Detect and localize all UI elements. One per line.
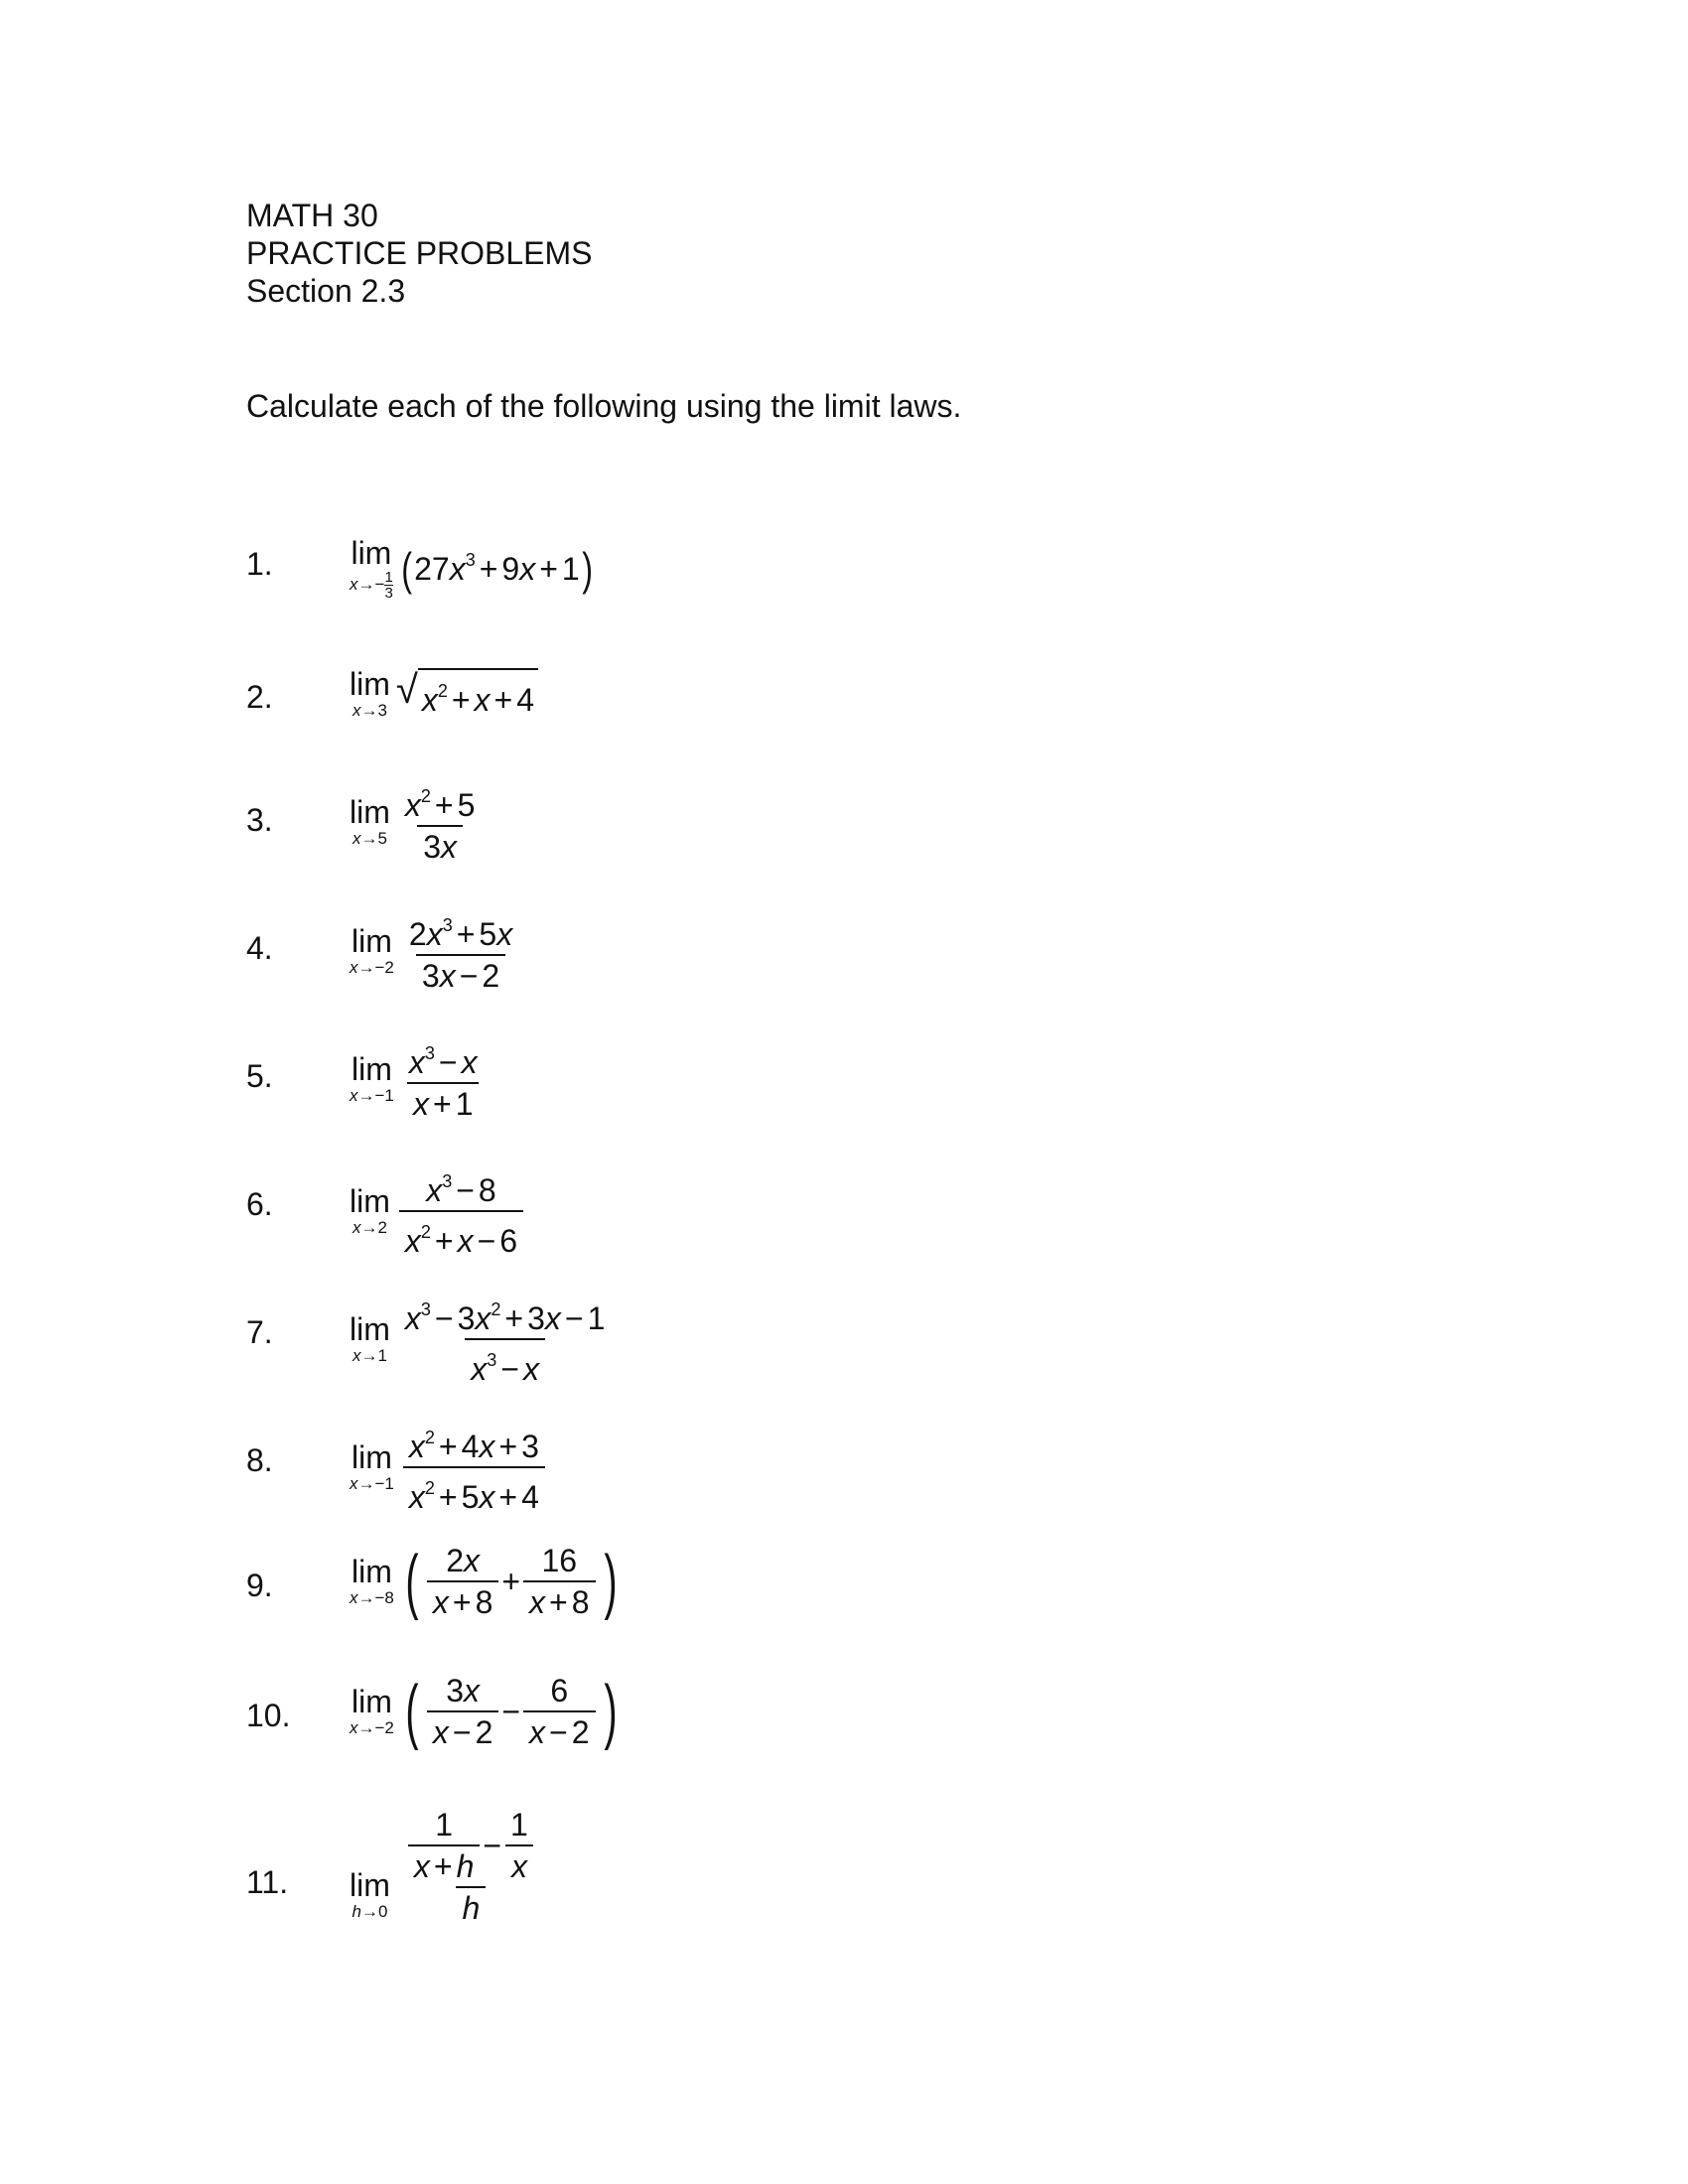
limit-operator: lim x→2 <box>350 1183 390 1237</box>
problem-number: 4. <box>246 930 273 966</box>
problem-2-expression <box>350 667 538 721</box>
course-title: MATH 30 <box>246 198 378 233</box>
problem-number: 6. <box>246 1186 273 1222</box>
problem-8-expression: lim x→−1 $\frac{x^2 + 4x + 3}{x^2 + 5x + 4}$ <box>350 1418 548 1517</box>
problem-number: 7. <box>246 1314 273 1350</box>
problem-7-expression: lim x→1 $\frac{x^3 - 3x^2 + 3x - 1}{x^3 - x}$ <box>350 1299 606 1387</box>
limit-operator: lim x→− $\frac{1}{3}$ <box>350 535 393 602</box>
limit-operator: lim x→5 <box>350 793 390 848</box>
problem-number: 1. <box>246 546 273 582</box>
limit-operator: lim x→3 <box>350 666 390 720</box>
limit-operator: lim x→−8 <box>350 1554 394 1607</box>
limit-operator: lim h→0 <box>350 1867 390 1921</box>
problem-11-expression: lim h→0 $\frac{1}{x + h}$ − $\frac{1}{x}$ h <box>350 1805 546 1928</box>
limit-operator: lim x→−1 <box>350 1439 394 1493</box>
problem-number: 11. <box>246 1864 289 1900</box>
problem-number: 8. <box>246 1442 273 1478</box>
problem-10-expression: lim x→−2 ( $\frac{3x}{x - 2}$ − $\frac{6}{x - 2}$ ) <box>350 1672 618 1751</box>
problem-number: 5. <box>246 1058 273 1094</box>
square-root: √ $x^2 + x + 4$ <box>396 668 538 721</box>
limit-operator: lim x→−2 <box>350 1684 394 1737</box>
problem-number: 2. <box>246 679 273 715</box>
problem-1-expression: lim x→− $\frac{1}{3}$ ( $27x^3 + 9x + 1$ ) <box>350 535 593 602</box>
problem-9-expression: lim x→−8 ( $\frac{2x}{x + 8}$ + $\frac{16}{x + 8}$ ) <box>350 1542 618 1621</box>
document-title: PRACTICE PROBLEMS <box>246 235 593 271</box>
problem-5-expression: lim x→−1 $\frac{x^3 - x}{x + 1}$ <box>350 1043 478 1122</box>
problem-3-expression: lim x→5 $\frac{x^2 + 5}{3x}$ <box>350 786 476 865</box>
limit-operator: lim x→1 <box>350 1311 390 1365</box>
problem-number: 10. <box>246 1698 291 1733</box>
limit-operator: lim x→−1 <box>350 1050 394 1105</box>
instructions: Calculate each of the following using the limit laws. <box>246 388 962 424</box>
limit-operator: lim x→−2 <box>350 922 394 977</box>
problem-6-expression: lim x→2 $\frac{x^3 - 8}{x^2 + x - 6}$ <box>350 1161 526 1261</box>
problem-number: 9. <box>246 1568 273 1603</box>
section-label: Section 2.3 <box>246 273 406 309</box>
problem-number: 3. <box>246 802 273 838</box>
problem-4-expression: lim x→−2 $\frac{2x^3 + 5x}{3x - 2}$ <box>350 915 513 994</box>
